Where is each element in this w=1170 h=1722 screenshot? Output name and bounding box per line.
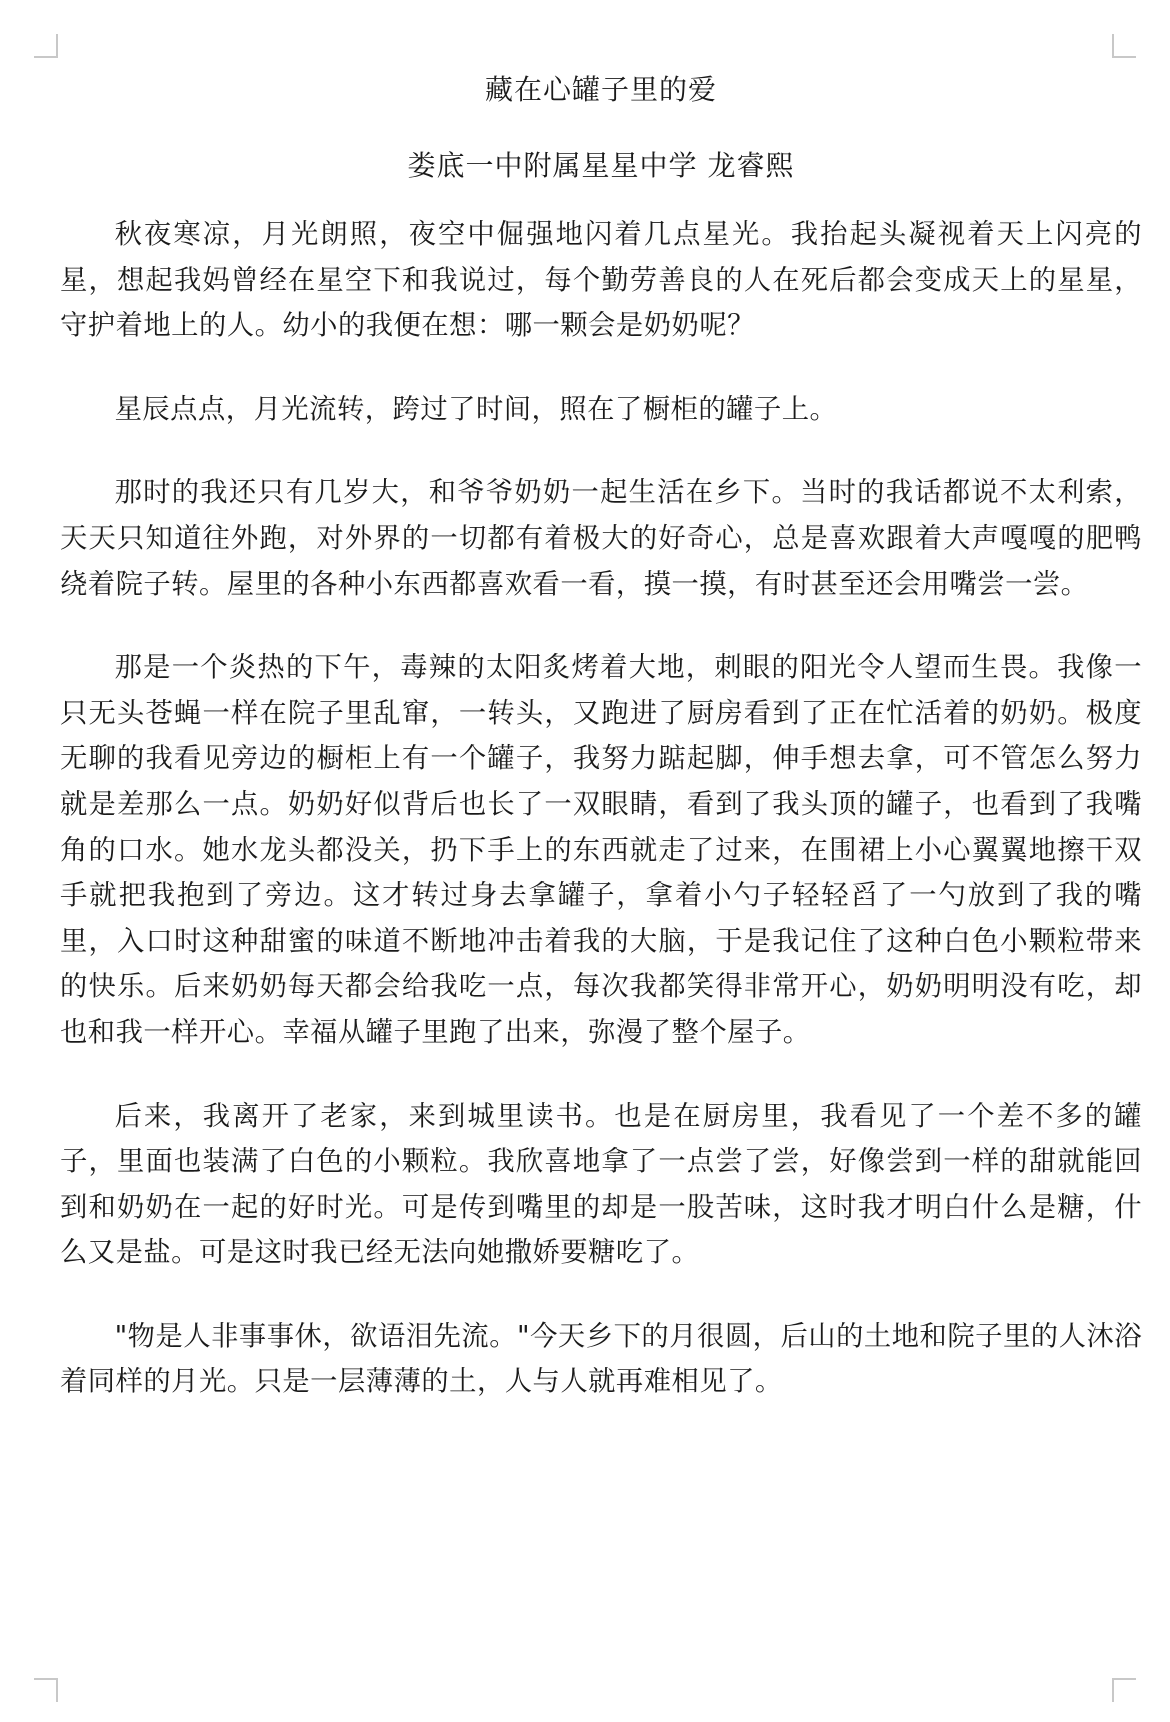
paragraph-1: 秋夜寒凉，月光朗照，夜空中倔强地闪着几点星光。我抬起头凝视着天上闪亮的星，想起我妈曾经在星空下和我说过，每个勤劳善良的人在死后都会变成天上的星星，守护着地上的人。幼小的我便在想：哪一颗会是奶奶呢？ [60,219,1142,342]
paragraph-5: 后来，我离开了老家，来到城里读书。也是在厨房里，我看见了一个差不多的罐子，里面也装满了白色的小颗粒。我欣喜地拿了一点尝了尝，好像尝到一样的甜就能回到和奶奶在一起的好时光。可是传到嘴里的却是一股苦味，这时我才明白什么是糖，什么又是盐。可是这时我已经无法向她撒娇要糖吃了。 [60,1100,1142,1269]
crop-mark-bottom-left [34,1678,58,1702]
paragraph-4: 那是一个炎热的下午，毒辣的太阳炙烤着大地，刺眼的阳光令人望而生畏。我像一只无头苍蝇一样在院子里乱窜，一转头，又跑进了厨房看到了正在忙活着的奶奶。极度无聊的我看见旁边的橱柜上有一个罐子，我努力踮起脚，伸手想去拿，可不管怎么努力就是差那么一点。奶奶好似背后也长了一双眼睛，看到了我头顶的罐子，也看到了我嘴角的口水。她水龙头都没关，扔下手上的东西就走了过来，在围裙上小心翼翼地擦干双手就把我抱到了旁边。这才转过身去拿罐子，拿着小勺子轻轻舀了一勺放到了我的嘴里，入口时这种甜蜜的味道不断地冲击着我的大脑，于是我记住了这种白色小颗粒带来的快乐。后来奶奶每天都会给我吃一点，每次我都笑得非常开心，奶奶明明没有吃，却也和我一样开心。幸福从罐子里跑了出来，弥漫了整个屋子。 [60,652,1142,1048]
paragraph-6: "物是人非事事休，欲语泪先流。"今天乡下的月很圆，后山的土地和院子里的人沐浴着同样的月光。只是一层薄薄的土，人与人就再难相见了。 [60,1320,1142,1398]
crop-mark-bottom-right [1112,1678,1136,1702]
document-title: 藏在心罐子里的爱 [484,73,717,106]
crop-mark-top-left [34,34,58,58]
crop-mark-top-right [1112,34,1136,58]
author-line: 娄底一中附属星星中学 龙睿熙 [407,149,795,182]
paragraph-2: 星辰点点，月光流转，跨过了时间，照在了橱柜的罐子上。 [114,393,838,425]
document-body [60,68,1142,1405]
paragraph-3: 那时的我还只有几岁大，和爷爷奶奶一起生活在乡下。当时的我话都说不太利索，天天只知道往外跑，对外界的一切都有着极大的好奇心，总是喜欢跟着大声嘎嘎的肥鸭绕着院子转。屋里的各种小东西都喜欢看一看，摸一摸，有时甚至还会用嘴尝一尝。 [60,477,1142,600]
